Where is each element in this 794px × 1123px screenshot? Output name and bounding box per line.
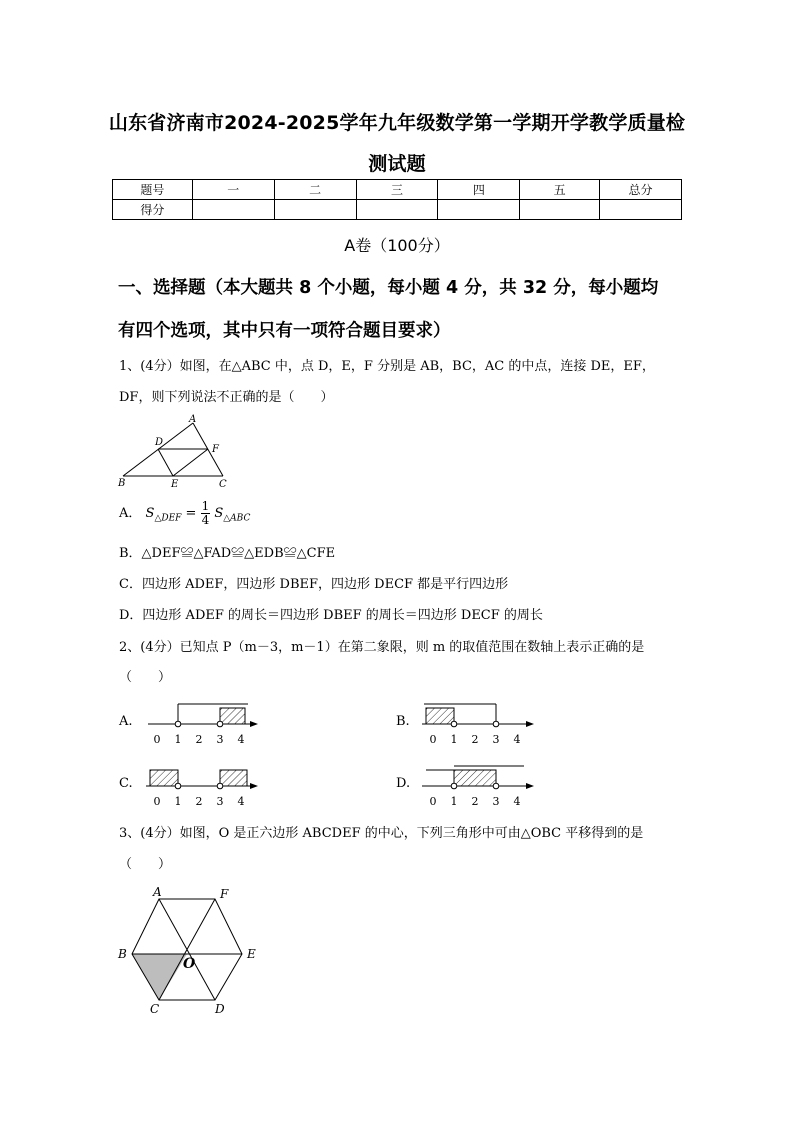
score-cell: 得分	[113, 200, 193, 220]
vertex-label-e: E	[171, 479, 179, 490]
score-input-cell[interactable]	[356, 200, 438, 220]
q3-stem-line2: （ ）	[119, 857, 172, 872]
tick-label: 2	[471, 795, 479, 808]
center-label-o: O	[183, 956, 196, 972]
q1-option-b[interactable]: B．△DEF≌△FAD≌△EDB≌△CFE	[119, 546, 336, 561]
fraction	[201, 500, 211, 527]
tick-label: 4	[513, 733, 521, 746]
tick-label: 0	[429, 795, 437, 808]
score-input-cell[interactable]	[274, 200, 356, 220]
vertex-label-d: D	[155, 437, 164, 448]
q2-option-b-label[interactable]: B.	[396, 714, 410, 729]
tick-label: 4	[237, 733, 245, 746]
tick-label: 2	[471, 733, 479, 746]
score-input-cell[interactable]	[600, 200, 682, 220]
score-table-score-row	[113, 200, 682, 220]
option-label: A．	[119, 506, 142, 521]
section-1-title-line2: 有四个选项，其中只有一项符合题目要求）	[118, 321, 451, 341]
tick-label: 0	[153, 795, 161, 808]
score-cell: 一	[192, 180, 274, 200]
page-title-line1: 山东省济南市2024-2025学年九年级数学第一学期开学教学质量检	[108, 112, 686, 134]
fraction-denominator: 4	[201, 513, 210, 527]
q2-option-c-label[interactable]: C.	[119, 776, 133, 791]
vertex-label-c: C	[219, 479, 227, 490]
q2-option-c-numberline[interactable]	[140, 760, 265, 808]
vertex-label-f: F	[212, 444, 219, 455]
q2-option-b-numberline[interactable]	[416, 698, 541, 746]
tick-label: 2	[195, 733, 203, 746]
vertex-label-a: A	[189, 414, 197, 425]
tick-label: 1	[450, 733, 458, 746]
tick-label: 3	[492, 795, 500, 808]
q3-hexagon-figure	[112, 882, 267, 1017]
tick-label: 3	[216, 795, 224, 808]
q1-option-d[interactable]: D．四边形 ADEF 的周长＝四边形 DBEF 的周长＝四边形 DECF 的周长	[119, 608, 543, 623]
area-subscript: △DEF	[154, 513, 182, 524]
area-subscript: △ABC	[223, 513, 251, 524]
fraction-numerator: 1	[201, 499, 210, 513]
vertex-label-a: A	[153, 885, 162, 899]
tick-label: 1	[174, 795, 182, 808]
tick-label: 3	[216, 733, 224, 746]
score-table	[112, 179, 682, 220]
vertex-label-f: F	[220, 887, 229, 901]
tick-label: 1	[174, 733, 182, 746]
tick-label: 4	[237, 795, 245, 808]
area-symbol: S	[214, 506, 224, 521]
score-cell: 题号	[113, 180, 193, 200]
q2-option-a-numberline[interactable]	[140, 698, 265, 746]
q1-option-c[interactable]: C．四边形 ADEF，四边形 DBEF，四边形 DECF 都是平行四边形	[119, 577, 509, 592]
vertex-label-c: C	[150, 1002, 160, 1016]
tick-label: 0	[429, 733, 437, 746]
q2-option-d-label[interactable]: D.	[396, 776, 411, 791]
area-symbol: S	[145, 506, 155, 521]
equals-sign: =	[185, 506, 197, 521]
q2-stem-line1: 2、(4分）已知点 P（m－3，m－1）在第二象限，则 m 的取值范围在数轴上表示正确的是	[119, 640, 645, 655]
tick-label: 1	[450, 795, 458, 808]
q2-option-d-numberline[interactable]	[416, 760, 541, 808]
score-cell: 二	[274, 180, 356, 200]
score-table-header-row	[113, 180, 682, 200]
tick-label: 2	[195, 795, 203, 808]
section-1-title-line1: 一、选择题（本大题共 8 个小题，每小题 4 分，共 32 分，每小题均	[118, 278, 659, 298]
tick-label: 3	[492, 733, 500, 746]
vertex-label-e: E	[247, 947, 256, 961]
q1-option-a[interactable]	[119, 500, 250, 527]
q2-option-a-label[interactable]: A.	[119, 714, 133, 729]
tick-label: 0	[153, 733, 161, 746]
score-cell: 五	[520, 180, 600, 200]
q1-triangle-figure	[115, 412, 240, 490]
vertex-label-b: B	[118, 478, 126, 489]
q1-stem-line2: DF，则下列说法不正确的是（ ）	[119, 390, 334, 405]
vertex-label-b: B	[118, 947, 127, 961]
q1-stem-line1: 1、(4分）如图，在△ABC 中，点 D，E，F 分别是 AB，BC，AC 的中点，连接 DE，EF，	[119, 359, 655, 374]
score-cell: 三	[356, 180, 438, 200]
section-a-heading: A卷（100分）	[344, 236, 450, 255]
score-cell: 总分	[600, 180, 682, 200]
score-cell: 四	[438, 180, 520, 200]
q3-stem-line1: 3、(4分）如图，O 是正六边形 ABCDEF 的中心，下列三角形中可由△OBC 平移得到的是	[119, 826, 644, 841]
tick-label: 4	[513, 795, 521, 808]
q2-stem-line2: （ ）	[119, 670, 172, 685]
vertex-label-d: D	[215, 1002, 225, 1016]
score-input-cell[interactable]	[438, 200, 520, 220]
page-title-line2: 测试题	[368, 153, 426, 175]
score-input-cell[interactable]	[520, 200, 600, 220]
score-input-cell[interactable]	[192, 200, 274, 220]
